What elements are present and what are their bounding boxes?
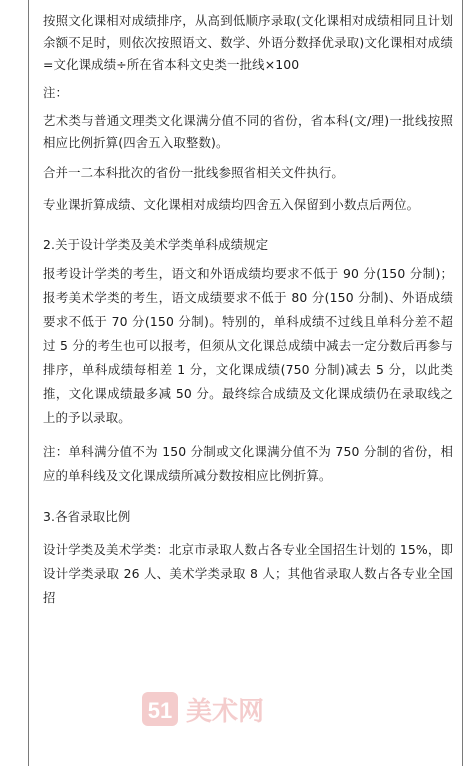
svg-text:美术网: 美术网	[186, 697, 265, 727]
watermark-logo	[140, 684, 340, 732]
table-border-right	[462, 0, 463, 766]
paragraph-note-label: 注：	[43, 85, 69, 100]
table-border-left	[28, 0, 29, 766]
paragraph-rounding: 专业课折算成绩、文化课相对成绩均四舍五入保留到小数点后两位。	[43, 197, 420, 212]
page-gutter	[0, 0, 28, 766]
paragraph-single-subject-rules: 报考设计学类的考生，语文和外语成绩均要求不低于 90 分(150 分制)；报考美术学类的考生，语文成绩要求不低于 80 分(150 分制)、外语成绩要求不低于 70 分(150 分制)。特别的，单科成绩不过线且单科分差不超过 5 分的考生也可以报考，但须从文化课总成绩中减去一定分数后再参与排序，单科成绩每相差 1 分，文化课成绩(750 分制)减去 5 分，以此类推，文化课成绩最多减 50 分。最终综合成绩及文化课成绩仍在录取线之上的予以录取。	[43, 266, 453, 425]
svg-text:51: 51	[147, 698, 173, 723]
paragraph-admission-ratio: 设计学类及美术学类：北京市录取人数占各专业全国招生计划的 15%，即设计学类录取 26 人、美术学类录取 8 人；其他省录取人数占各专业全国招	[43, 542, 453, 605]
section-heading-single-subject: 2.关于设计学类及美术学类单科成绩规定	[43, 237, 269, 252]
paragraph-score-conversion: 艺术类与普通文理类文化课满分值不同的省份，省本科(文/理)一批线按照相应比例折算(四舍五入取整数)。	[43, 113, 453, 150]
paragraph-ranking-rule: 按照文化课相对成绩排序，从高到低顺序录取(文化课相对成绩相同且计划余额不足时，则依次按照语文、数学、外语分数择优录取)文化课相对成绩=文化课成绩÷所在省本科文史类一批线×100	[43, 13, 453, 72]
document-body	[43, 10, 453, 610]
paragraph-note-full-score: 注：单科满分值不为 150 分制或文化课满分值不为 750 分制的省份，相应的单科线及文化课成绩所减分数按相应比例折算。	[43, 444, 453, 483]
section-heading-admission-ratio: 3.各省录取比例	[43, 509, 131, 524]
paragraph-merged-batch: 合并一二本科批次的省份一批线参照省相关文件执行。	[43, 165, 344, 180]
